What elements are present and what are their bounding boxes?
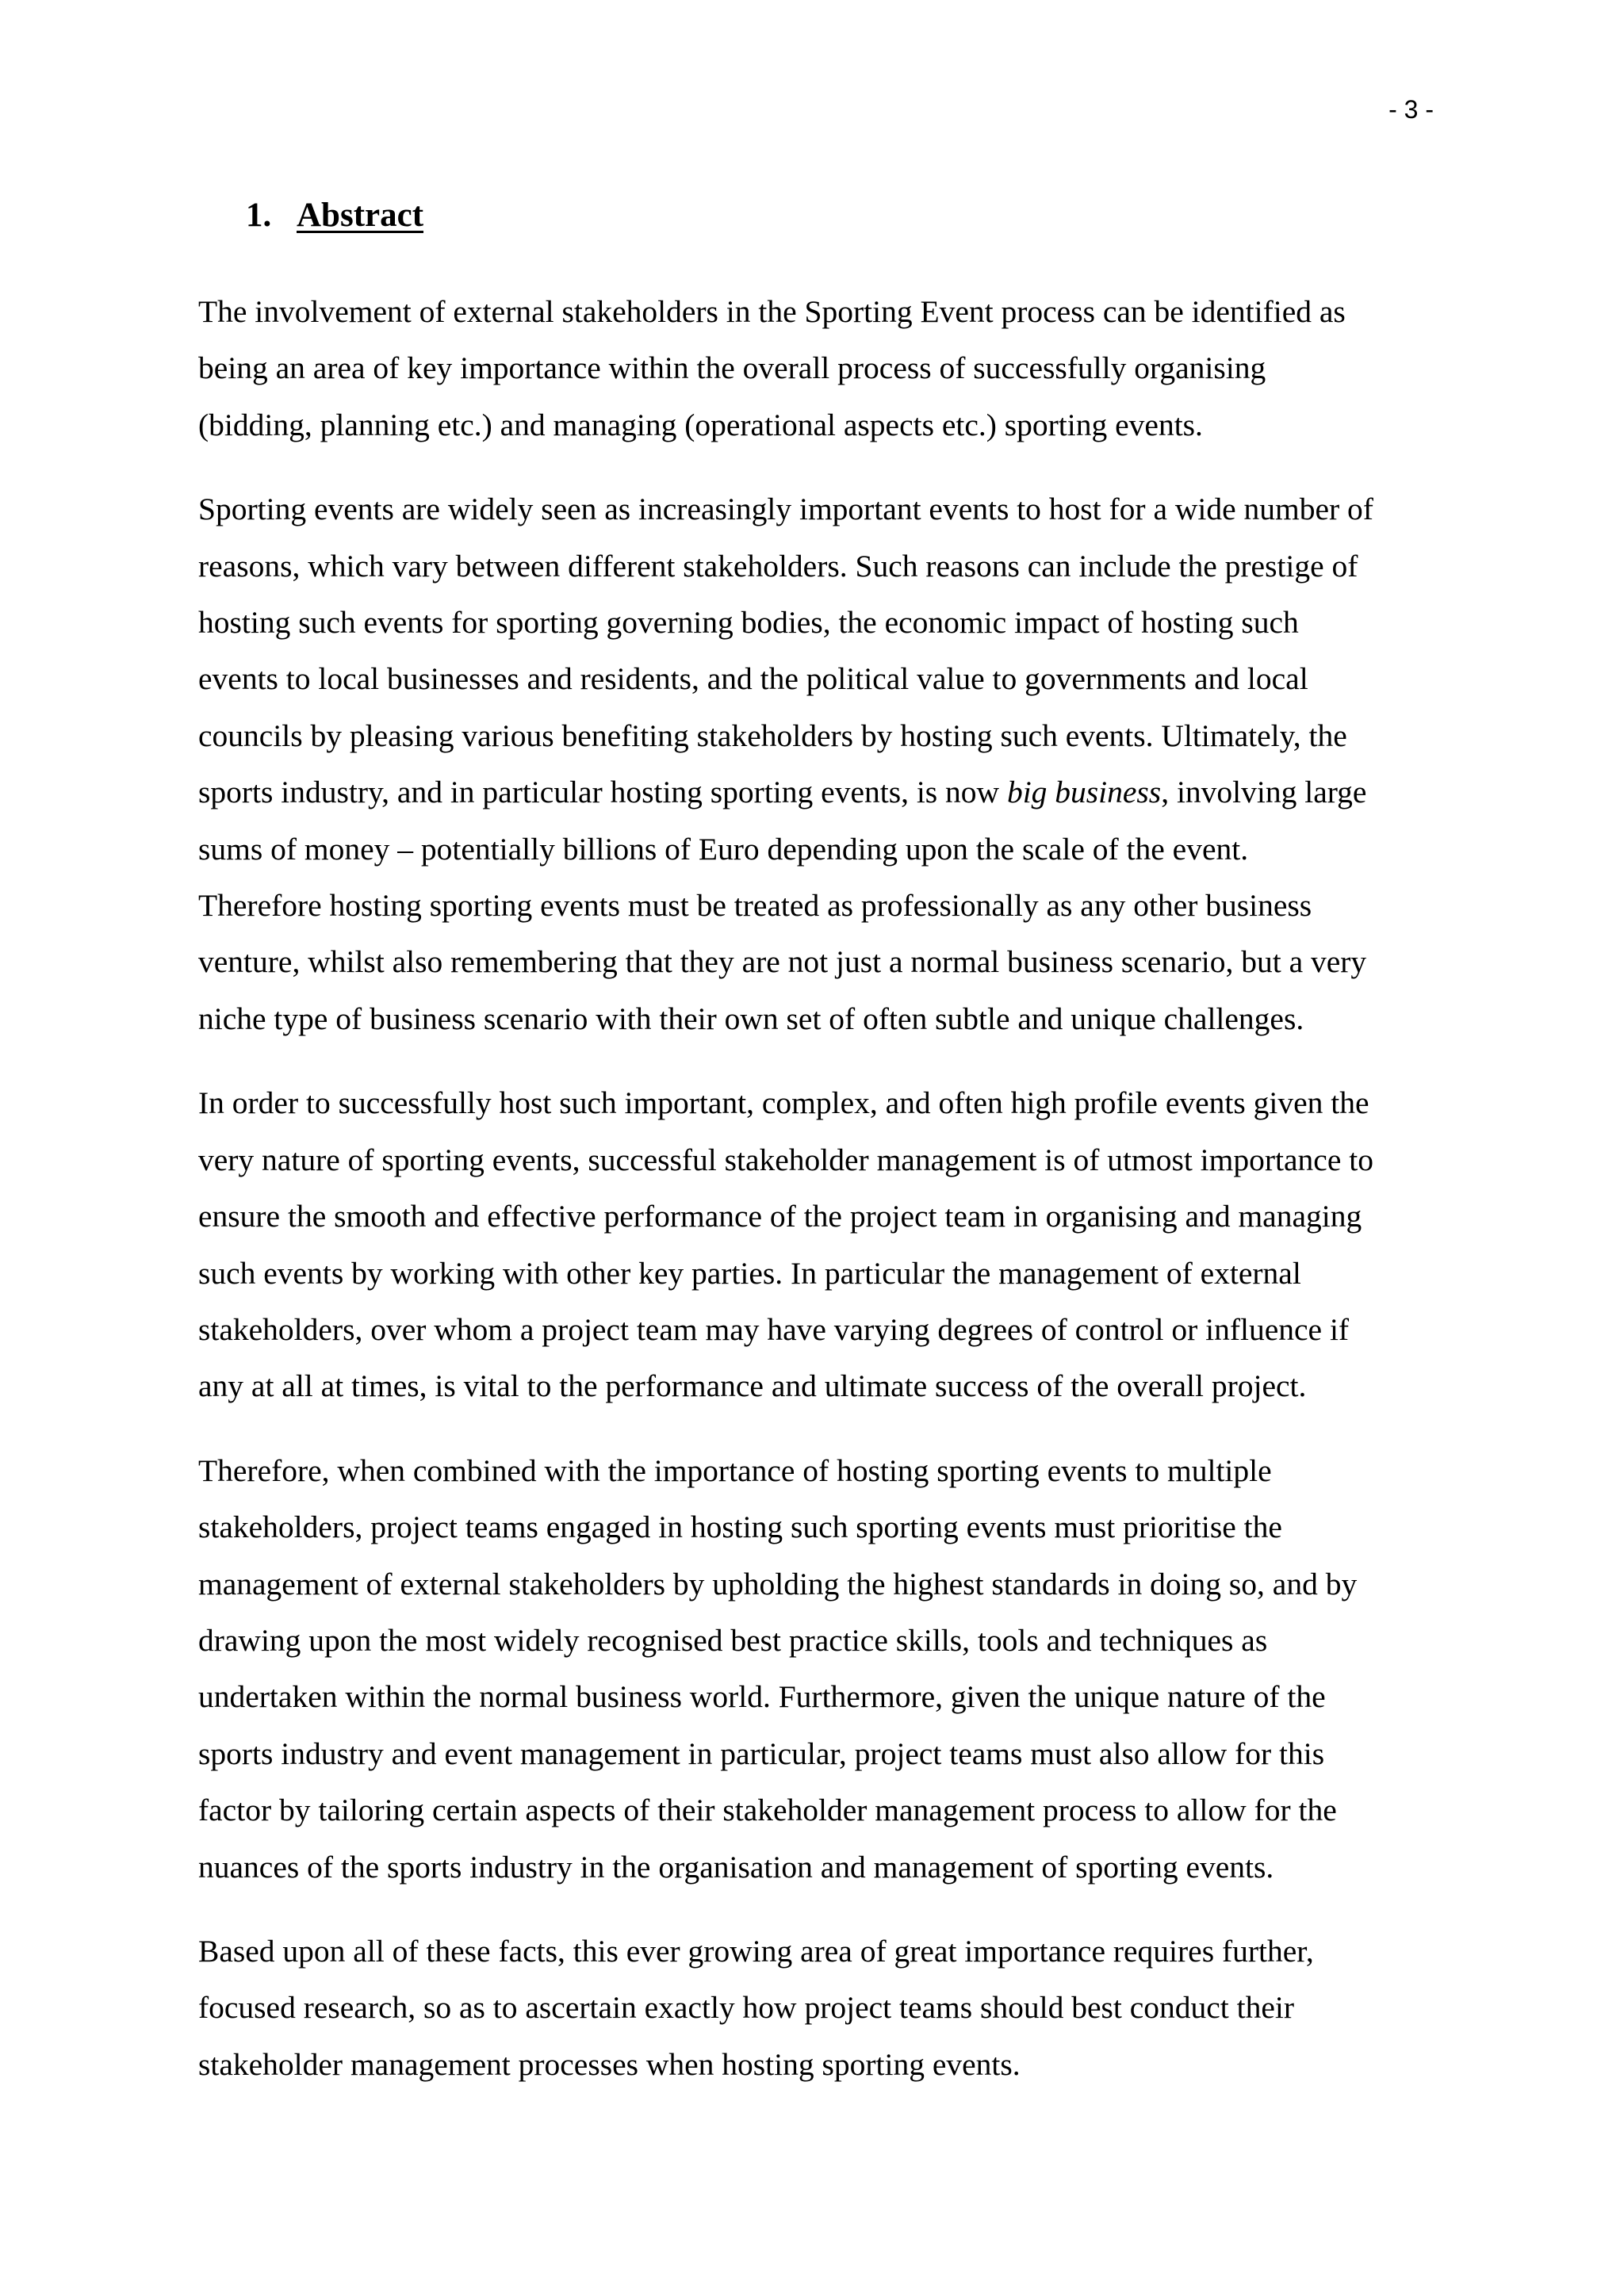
section-heading <box>246 198 423 232</box>
text-line: niche type of business scenario with their own set of often subtle and unique challenges. <box>198 1001 1304 1036</box>
text-line: such events by working with other key parties. In particular the management of external <box>198 1255 1301 1291</box>
text-line: stakeholder management processes when hosting sporting events. <box>198 2046 1021 2082</box>
text-line: any at all at times, is vital to the performance and ultimate success of the overall project. <box>198 1368 1307 1404</box>
text-run: sports industry, and in particular hosting sporting events, is now <box>198 775 1007 810</box>
text-line: sports industry and event management in particular, project teams must also allow for this <box>198 1735 1325 1771</box>
text-line: events to local businesses and residents, and the political value to governments and local <box>198 661 1308 697</box>
abstract-body <box>198 284 1439 2121</box>
text-line: In order to successfully host such important, complex, and often high profile events given the <box>198 1085 1369 1121</box>
text-line: stakeholders, project teams engaged in hosting such sporting events must prioritise the <box>198 1510 1282 1545</box>
text-line: hosting such events for sporting governing bodies, the economic impact of hosting such <box>198 605 1299 641</box>
section-number: 1. <box>246 197 272 234</box>
text-line: (bidding, planning etc.) and managing (operational aspects etc.) sporting events. <box>198 407 1203 442</box>
text-line: sums of money – potentially billions of Euro depending upon the scale of the event. <box>198 831 1249 867</box>
text-line: focused research, so as to ascertain exactly how project teams should best conduct their <box>198 1990 1295 2026</box>
text-line: ensure the smooth and effective performance of the project team in organising and managing <box>198 1199 1362 1234</box>
page-number: - 3 - <box>1388 95 1434 124</box>
text-line: Therefore, when combined with the importance of hosting sporting events to multiple <box>198 1452 1272 1488</box>
emphasis-text: big business <box>1006 775 1162 810</box>
section-title: Abstract <box>297 197 424 234</box>
text-line: The involvement of external stakeholders in the Sporting Event process can be identified as <box>198 294 1346 329</box>
text-line: Based upon all of these facts, this ever growing area of great importance requires further, <box>198 1933 1314 1969</box>
text-line: being an area of key importance within the overall process of successfully organising <box>198 350 1266 386</box>
text-line: stakeholders, over whom a project team may have varying degrees of control or influence if <box>198 1311 1350 1347</box>
text-line: drawing upon the most widely recognised best practice skills, tools and techniques as <box>198 1622 1268 1658</box>
text-line <box>198 764 1439 821</box>
text-line: venture, whilst also remembering that they are not just a normal business scenario, but a very <box>198 944 1367 980</box>
paragraph <box>198 1923 1439 2093</box>
text-line: nuances of the sports industry in the organisation and management of sporting events. <box>198 1849 1274 1885</box>
text-line: Sporting events are widely seen as increasingly important events to host for a wide number of <box>198 492 1373 527</box>
text-run: , involving large <box>1161 775 1367 810</box>
text-line: factor by tailoring certain aspects of their stakeholder management process to allow for the <box>198 1793 1337 1828</box>
text-line: reasons, which vary between different stakeholders. Such reasons can include the prestige of <box>198 548 1358 584</box>
text-line: councils by pleasing various benefiting stakeholders by hosting such events. Ultimately, the <box>198 718 1347 753</box>
text-line: Therefore hosting sporting events must be treated as professionally as any other business <box>198 888 1312 924</box>
text-line: management of external stakeholders by upholding the highest standards in doing so, and by <box>198 1566 1358 1601</box>
paragraph <box>198 481 1439 1047</box>
paragraph <box>198 1443 1439 1896</box>
text-line: undertaken within the normal business world. Furthermore, given the unique nature of the <box>198 1679 1326 1715</box>
paragraph <box>198 284 1439 453</box>
paragraph <box>198 1075 1439 1414</box>
text-line: very nature of sporting events, successful stakeholder management is of utmost importance to <box>198 1142 1373 1177</box>
